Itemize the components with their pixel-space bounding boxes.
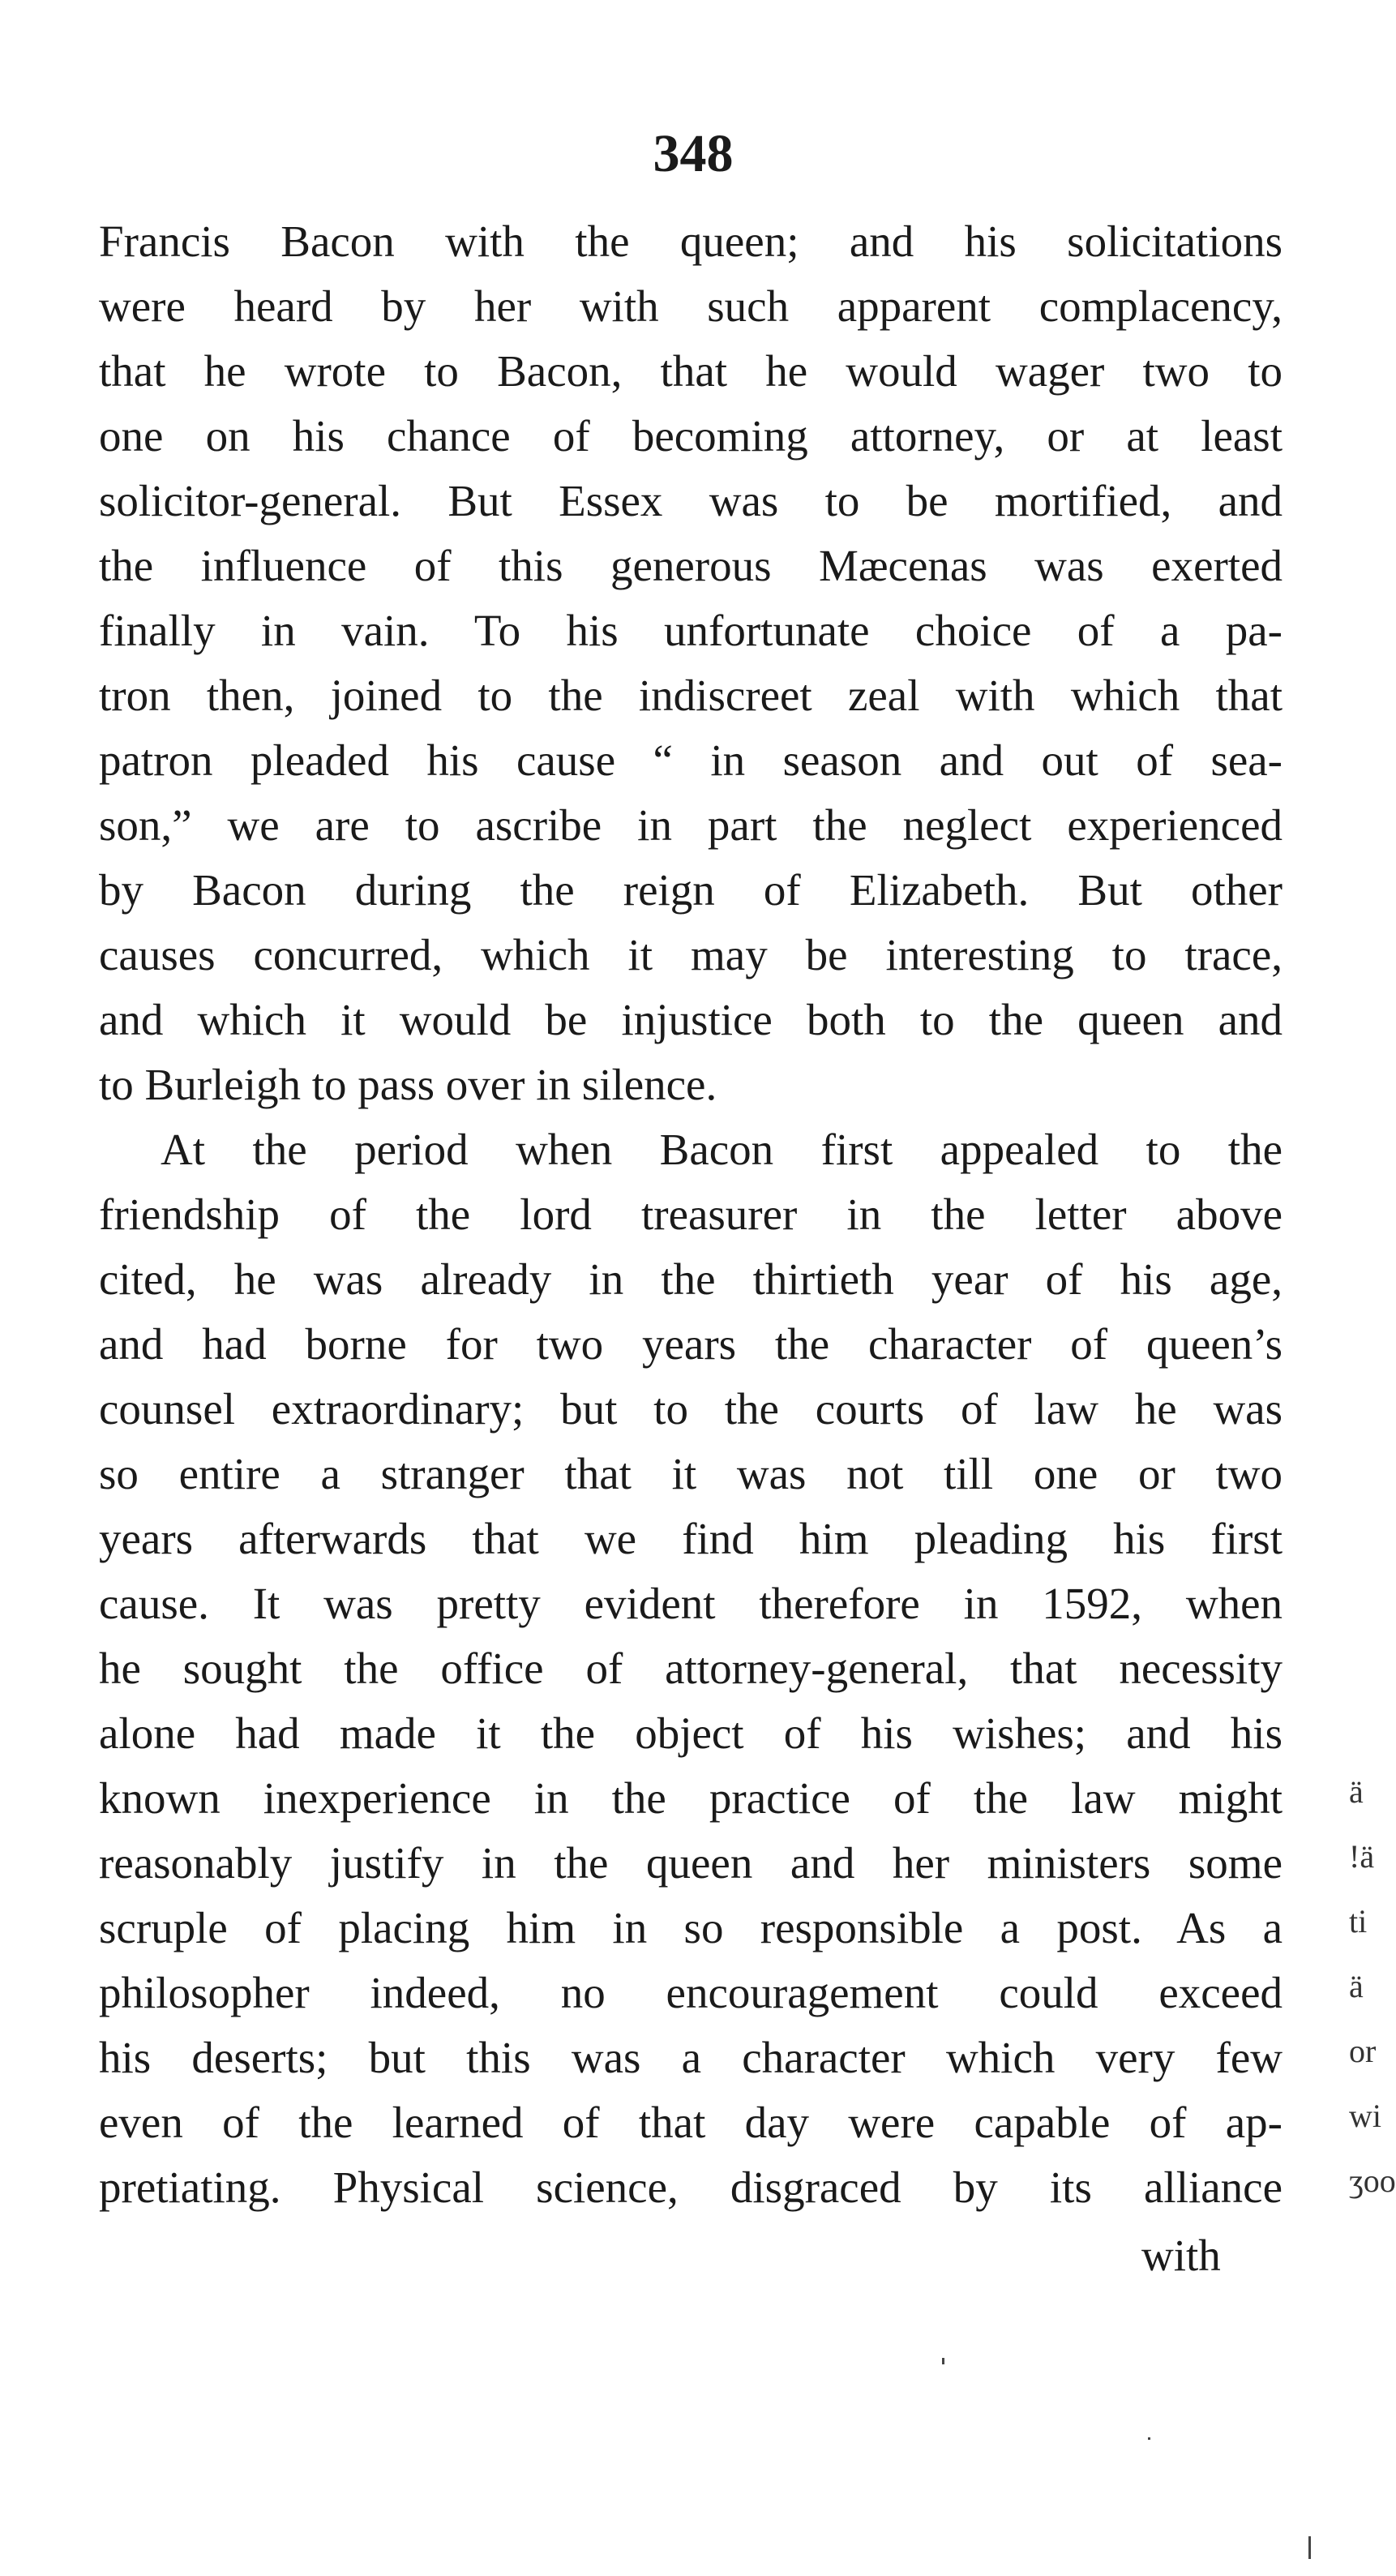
scan-speck xyxy=(1308,2536,1311,2559)
text-line: friendship of the lord treasurer in the letter above xyxy=(99,1189,1283,1239)
text-line: patron pleaded his cause “ in season and out of sea- xyxy=(99,735,1283,785)
text-line: so entire a stranger that it was not till one or two xyxy=(99,1449,1283,1498)
text-line: solicitor-general. But Essex was to be mortified, and xyxy=(99,476,1283,525)
facing-page-bleed-through xyxy=(1349,1759,1396,2214)
bleed-fragment: ti xyxy=(1349,1903,1368,1940)
text-line: years afterwards that we find him pleading his first xyxy=(99,1514,1283,1563)
page-number: 348 xyxy=(653,124,734,183)
body-text xyxy=(99,209,1283,2220)
scan-speck xyxy=(942,2358,944,2364)
text-line: finally in vain. To his unfortunate choice of a pa- xyxy=(99,606,1283,655)
text-line: reasonably justify in the queen and her ministers some xyxy=(99,1838,1283,1888)
text-line: alone had made it the object of his wishes; and his xyxy=(99,1708,1283,1758)
text-line: one on his chance of becoming attorney, or at least xyxy=(99,411,1283,461)
text-line: his deserts; but this was a character which very few xyxy=(99,2033,1283,2082)
bleed-fragment: ä xyxy=(1349,1773,1364,1810)
text-line: that he wrote to Bacon, that he would wager two to xyxy=(99,346,1283,396)
text-line: the influence of this generous Mæcenas was exerted xyxy=(99,541,1283,590)
catchword: with xyxy=(1141,2231,1221,2280)
text-line: counsel extraordinary; but to the courts of law he was xyxy=(99,1384,1283,1434)
bleed-fragment: ä xyxy=(1349,1968,1364,2004)
text-line: Francis Bacon with the queen; and his solicitations xyxy=(99,216,1283,266)
scan-speck xyxy=(1148,2437,1150,2440)
text-line: son,” we are to ascribe in part the neglect experienced xyxy=(99,800,1283,850)
text-line: known inexperience in the practice of the law might xyxy=(99,1773,1283,1823)
paragraph-end-line: to Burleigh to pass over in silence. xyxy=(99,1060,717,1109)
bleed-fragment: !ä xyxy=(1349,1838,1375,1875)
bleed-fragment: or xyxy=(1349,2033,1377,2069)
text-line: and had borne for two years the character of queen’s xyxy=(99,1319,1283,1369)
paragraph-start-line: At the period when Bacon first appealed to the xyxy=(161,1125,1283,1174)
text-line: pretiating. Physical science, disgraced by its alliance xyxy=(99,2162,1283,2212)
text-line: even of the learned of that day were capable of ap- xyxy=(99,2098,1283,2147)
bleed-fragment: ʒoo xyxy=(1349,2162,1396,2199)
text-line: he sought the office of attorney-general, that necessity xyxy=(99,1644,1283,1693)
text-line: causes concurred, which it may be interesting to trace, xyxy=(99,930,1283,979)
text-line: philosopher indeed, no encouragement could exceed xyxy=(99,1968,1283,2017)
text-line: were heard by her with such apparent complacency, xyxy=(99,281,1283,331)
bleed-fragment: wi xyxy=(1349,2098,1381,2134)
text-line: by Bacon during the reign of Elizabeth. But other xyxy=(99,865,1283,915)
text-line: cited, he was already in the thirtieth year of his age, xyxy=(99,1254,1283,1304)
text-line: and which it would be injustice both to the queen and xyxy=(99,995,1283,1044)
text-line: tron then, joined to the indiscreet zeal with which that xyxy=(99,671,1283,720)
text-line: cause. It was pretty evident therefore in 1592, when xyxy=(99,1579,1283,1628)
text-line: scruple of placing him in so responsible a post. As a xyxy=(99,1903,1283,1952)
